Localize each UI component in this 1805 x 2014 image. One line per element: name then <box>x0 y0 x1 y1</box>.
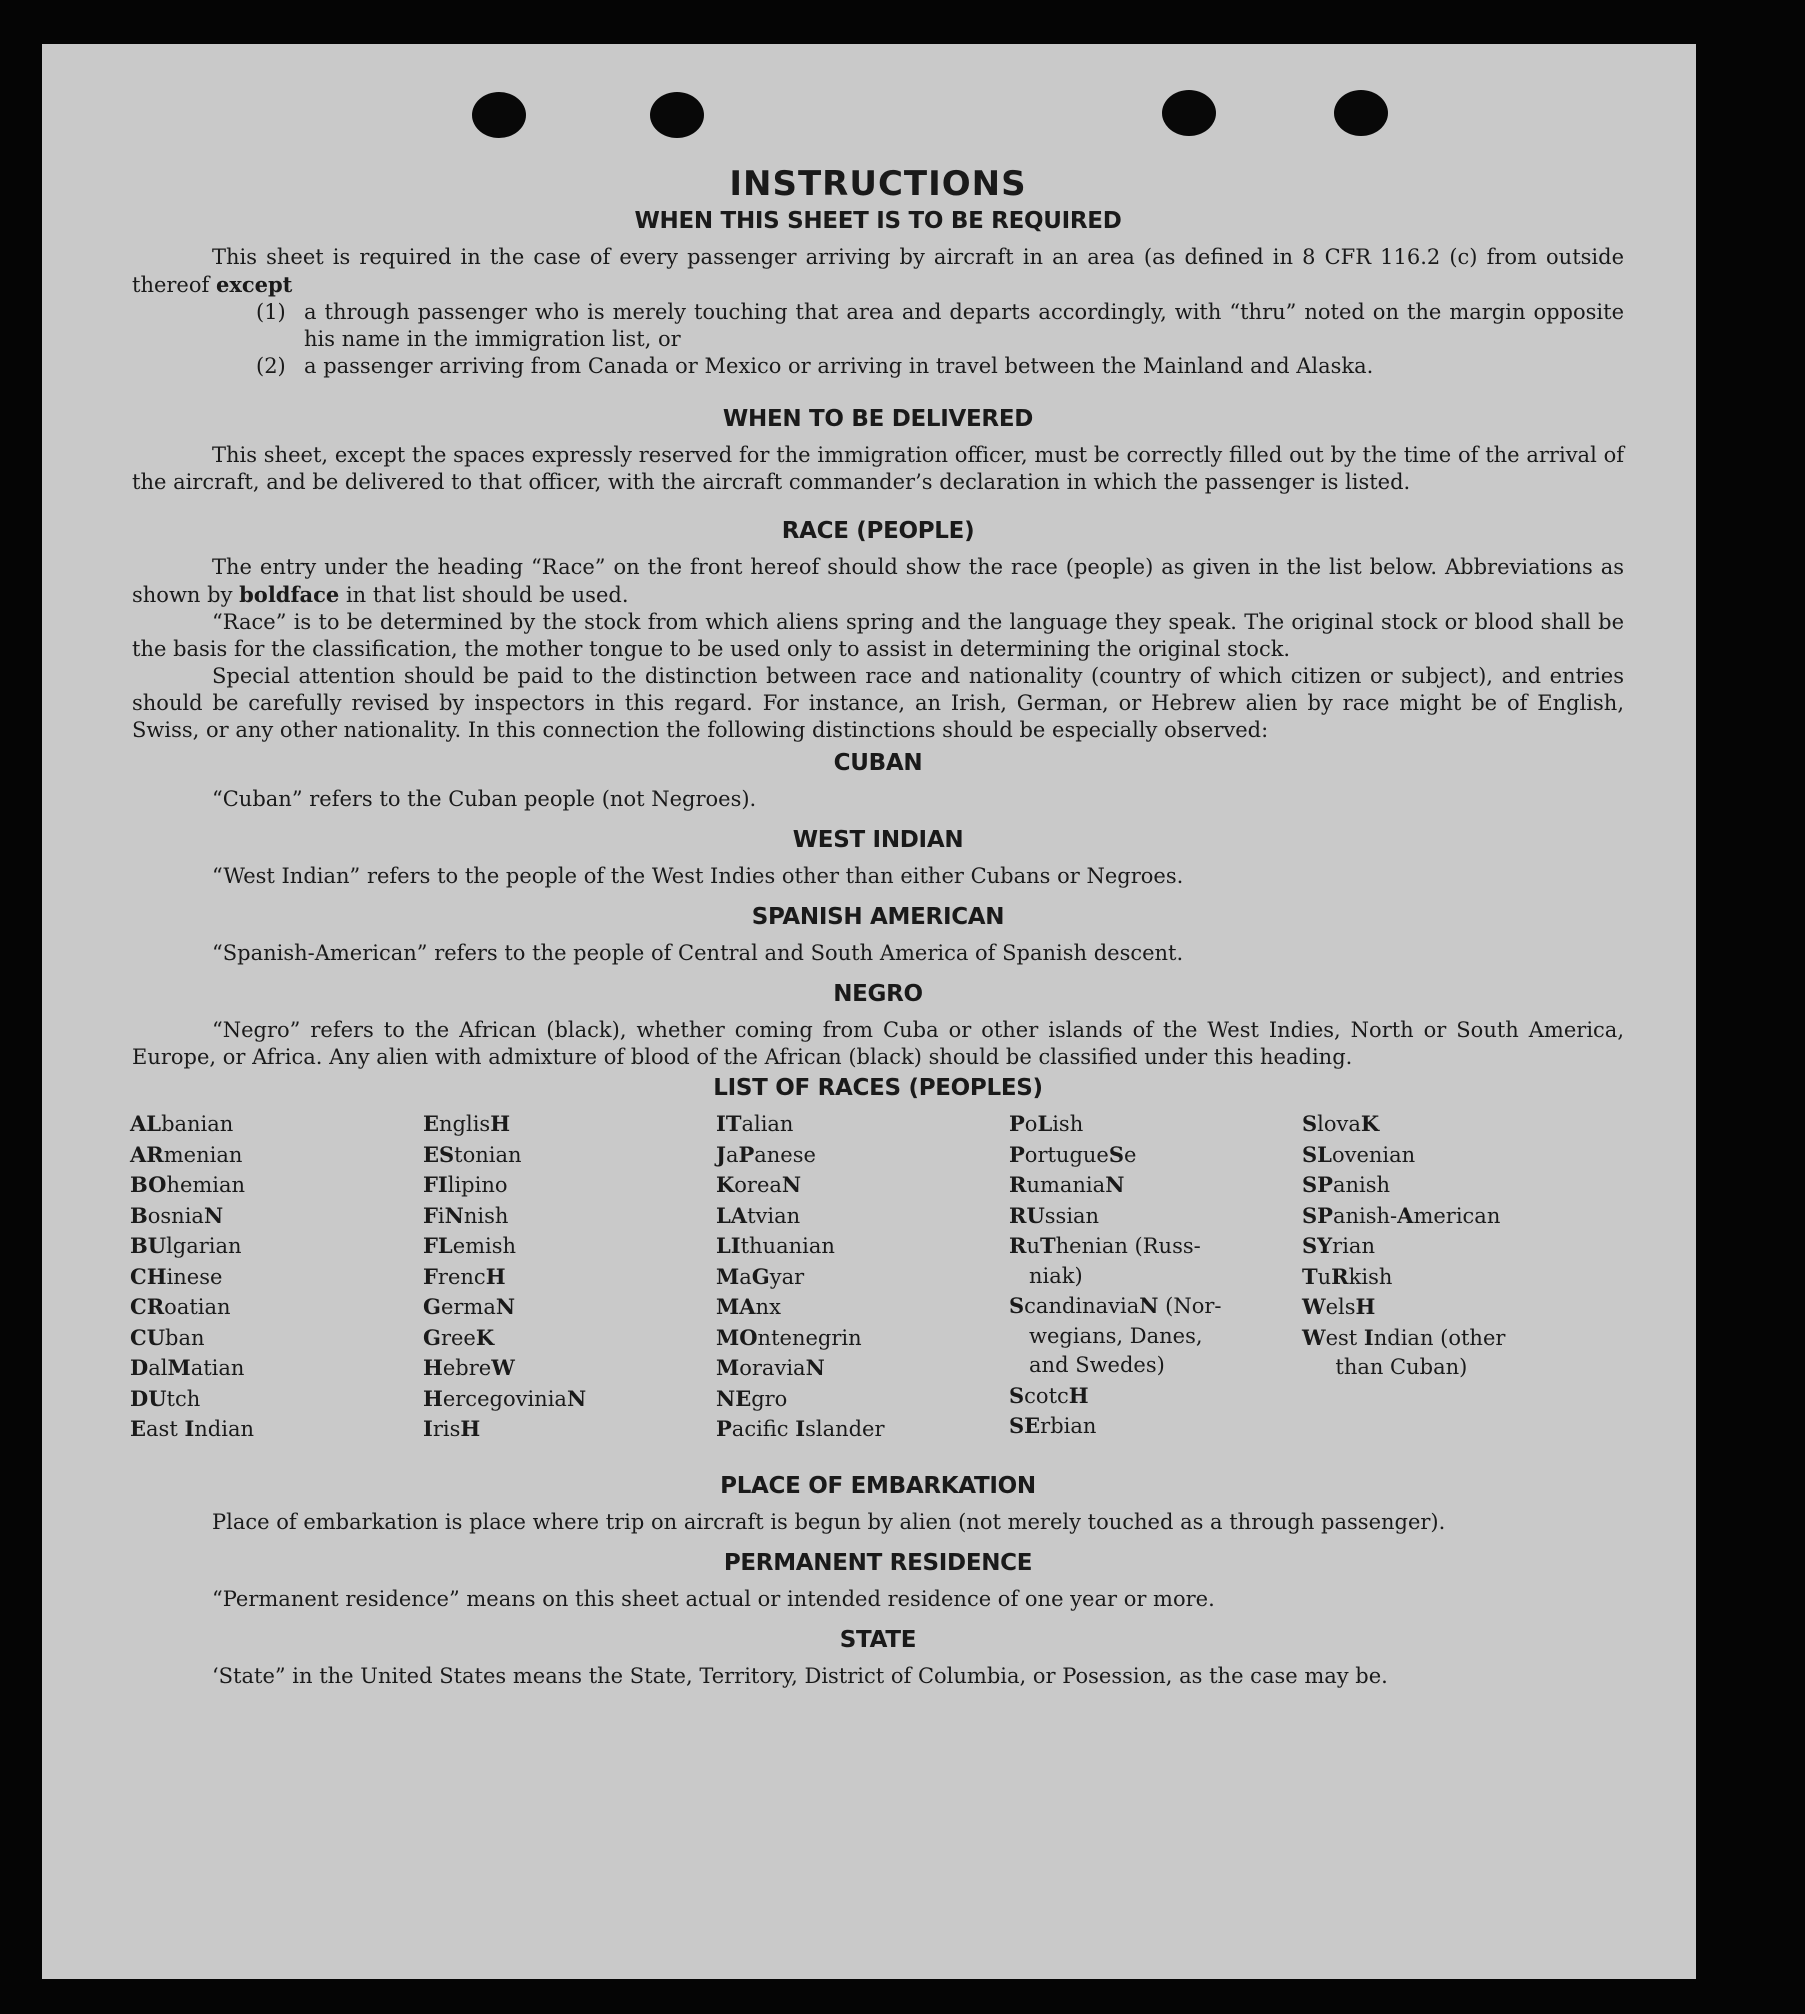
race-entry: MOntenegrin <box>716 1324 862 1350</box>
race-entry: PortugueSe <box>1009 1141 1137 1167</box>
document-sheet <box>42 44 1696 1979</box>
section-heading-required: WHEN THIS SHEET IS TO BE REQUIRED <box>634 208 1122 234</box>
embarkation-text: Place of embarkation is place where trip on aircraft is begun by alien (not merely touched as a through passenger). <box>212 1509 1446 1534</box>
race-column <box>130 1109 423 1445</box>
race-entry: PoLish <box>1009 1111 1084 1136</box>
race-entry: CUban <box>130 1324 205 1350</box>
race-entry: MAnx <box>716 1294 781 1319</box>
section-heading-west-indian: WEST INDIAN <box>792 827 964 853</box>
section-heading-residence: PERMANENT RESIDENCE <box>723 1549 1033 1576</box>
section-heading-delivered: WHEN TO BE DELIVERED <box>722 406 1034 432</box>
race-entry: RUssian <box>1009 1202 1100 1228</box>
section-heading-embarkation: PLACE OF EMBARKATION <box>720 1472 1036 1499</box>
race-entry: CRoatian <box>130 1294 231 1319</box>
race-entry: JaPanese <box>716 1141 816 1167</box>
section-heading-list-of-races: LIST OF RACES (PEOPLES) <box>713 1075 1043 1101</box>
race-list <box>130 1109 1624 1445</box>
race-entry: LIthuanian <box>716 1233 835 1258</box>
race-entry: LAtvian <box>716 1202 801 1228</box>
race-entry: RuThenian (Russ- niak) <box>1009 1233 1201 1288</box>
race-entry: TuRkish <box>1302 1263 1393 1289</box>
race-entry: CHinese <box>130 1263 223 1289</box>
section-heading-state: STATE <box>839 1626 917 1653</box>
race-entry: West Indian (other than Cuban) <box>1302 1324 1506 1379</box>
punch-hole <box>472 92 526 138</box>
race-entry: SPanish <box>1302 1172 1391 1197</box>
race-entry: IrisH <box>423 1416 481 1441</box>
race-paragraph-3: Special attention should be paid to the distinction between race and nationality (country of which citizen or subject), and entries should be carefully revised by inspectors in this regard. For instance, an Irish, German, or Hebrew alien by race might be of English, Swiss, or any other nationality. In this connection the following distinctions should be especially observed: <box>132 664 1624 742</box>
race-entry: SYrian <box>1302 1233 1375 1258</box>
section-heading-race: RACE (PEOPLE) <box>781 518 975 544</box>
punch-hole <box>650 92 704 138</box>
race-entry: MoraviaN <box>716 1355 825 1380</box>
race-entry: FiNnish <box>423 1202 509 1228</box>
race-entry: HebreW <box>423 1355 515 1380</box>
race-entry: NEgro <box>716 1385 788 1411</box>
race-entry: SPanish-American <box>1302 1202 1501 1228</box>
race-column <box>423 1109 716 1445</box>
required-intro: This sheet is required in the case of every passenger arriving by aircraft in an area (as defined in 8 CFR 116.2 (c) from outside thereof except <box>132 245 1624 297</box>
race-entry: DUtch <box>130 1385 201 1411</box>
negro-text: “Negro” refers to the African (black), whether coming from Cuba or other islands of the West Indies, North or South America, Europe, or Africa. Any alien with admixture of blood of the African (black) should be classified under this heading. <box>132 1018 1624 1069</box>
spanish-american-text: “Spanish-American” refers to the people of Central and South America of Spanish descent. <box>212 941 1184 965</box>
race-entry: BOhemian <box>130 1172 246 1197</box>
race-paragraph-1: The entry under the heading “Race” on the front hereof should show the race (people) as given in the list below. Abbreviations as shown by boldface in that list should be used. <box>132 555 1624 607</box>
race-paragraph-2: “Race” is to be determined by the stock from which aliens spring and the language they speak. The original stock or blood shall be the basis for the classification, the mother tongue to be used only to assist in determining the original stock. <box>132 610 1624 661</box>
race-column <box>1009 1109 1302 1445</box>
race-entry: Pacific Islander <box>716 1416 885 1441</box>
punch-hole <box>1162 90 1216 136</box>
state-text: ‘State” in the United States means the State, Territory, District of Columbia, or Posession, as the case may be. <box>212 1663 1388 1688</box>
race-entry: ScotcH <box>1009 1382 1089 1408</box>
cuban-text: “Cuban” refers to the Cuban people (not Negroes). <box>212 787 757 811</box>
required-item-1: (1) a through passenger who is merely touching that area and departs accordingly, with “thru” noted on the margin opposite his name in the immigration list, or <box>256 300 1624 351</box>
race-entry: ScandinaviaN (Nor- wegians, Danes, and Swedes) <box>1009 1293 1222 1377</box>
race-entry: DalMatian <box>130 1355 245 1380</box>
race-entry: BosniaN <box>130 1202 224 1228</box>
race-entry: KoreaN <box>716 1172 802 1197</box>
race-entry: EStonian <box>423 1141 522 1167</box>
race-entry: RumaniaN <box>1009 1172 1125 1197</box>
race-entry: ITalian <box>716 1111 794 1136</box>
section-heading-negro: NEGRO <box>833 981 923 1007</box>
race-entry: East Indian <box>130 1416 254 1441</box>
page-title: INSTRUCTIONS <box>729 164 1027 204</box>
required-item-2: (2) a passenger arriving from Canada or Mexico or arriving in travel between the Mainland and Alaska. <box>256 354 1374 378</box>
instructions-content <box>132 164 1624 1690</box>
race-entry: ARmenian <box>130 1141 243 1167</box>
race-entry: BUlgarian <box>130 1233 242 1258</box>
race-entry: FIlipino <box>423 1172 508 1197</box>
punch-hole <box>1334 90 1388 136</box>
race-column <box>716 1109 1009 1445</box>
race-entry: EnglisH <box>423 1111 511 1136</box>
delivered-text: This sheet, except the spaces expressly reserved for the immigration officer, must be correctly filled out by the time of the arrival of the aircraft, and be delivered to that officer, with the aircraft commander’s declaration in which the passenger is listed. <box>132 443 1624 494</box>
race-entry: FLemish <box>423 1233 517 1258</box>
west-indian-text: “West Indian” refers to the people of the West Indies other than either Cubans or Negroes. <box>212 864 1184 888</box>
race-entry: WelsH <box>1302 1294 1376 1319</box>
race-entry: ALbanian <box>130 1111 234 1136</box>
section-heading-spanish-american: SPANISH AMERICAN <box>751 904 1005 930</box>
section-heading-cuban: CUBAN <box>833 750 923 776</box>
race-entry: SlovaK <box>1302 1111 1380 1136</box>
race-entry: SErbian <box>1009 1413 1097 1438</box>
race-entry: MaGyar <box>716 1263 805 1289</box>
race-entry: HercegoviniaN <box>423 1385 587 1411</box>
race-column <box>1302 1109 1595 1445</box>
residence-text: “Permanent residence” means on this sheet actual or intended residence of one year or more. <box>212 1586 1215 1611</box>
race-entry: GermaN <box>423 1294 516 1319</box>
race-entry: FrencH <box>423 1263 506 1289</box>
race-entry: GreeK <box>423 1324 495 1350</box>
race-entry: SLovenian <box>1302 1141 1416 1167</box>
